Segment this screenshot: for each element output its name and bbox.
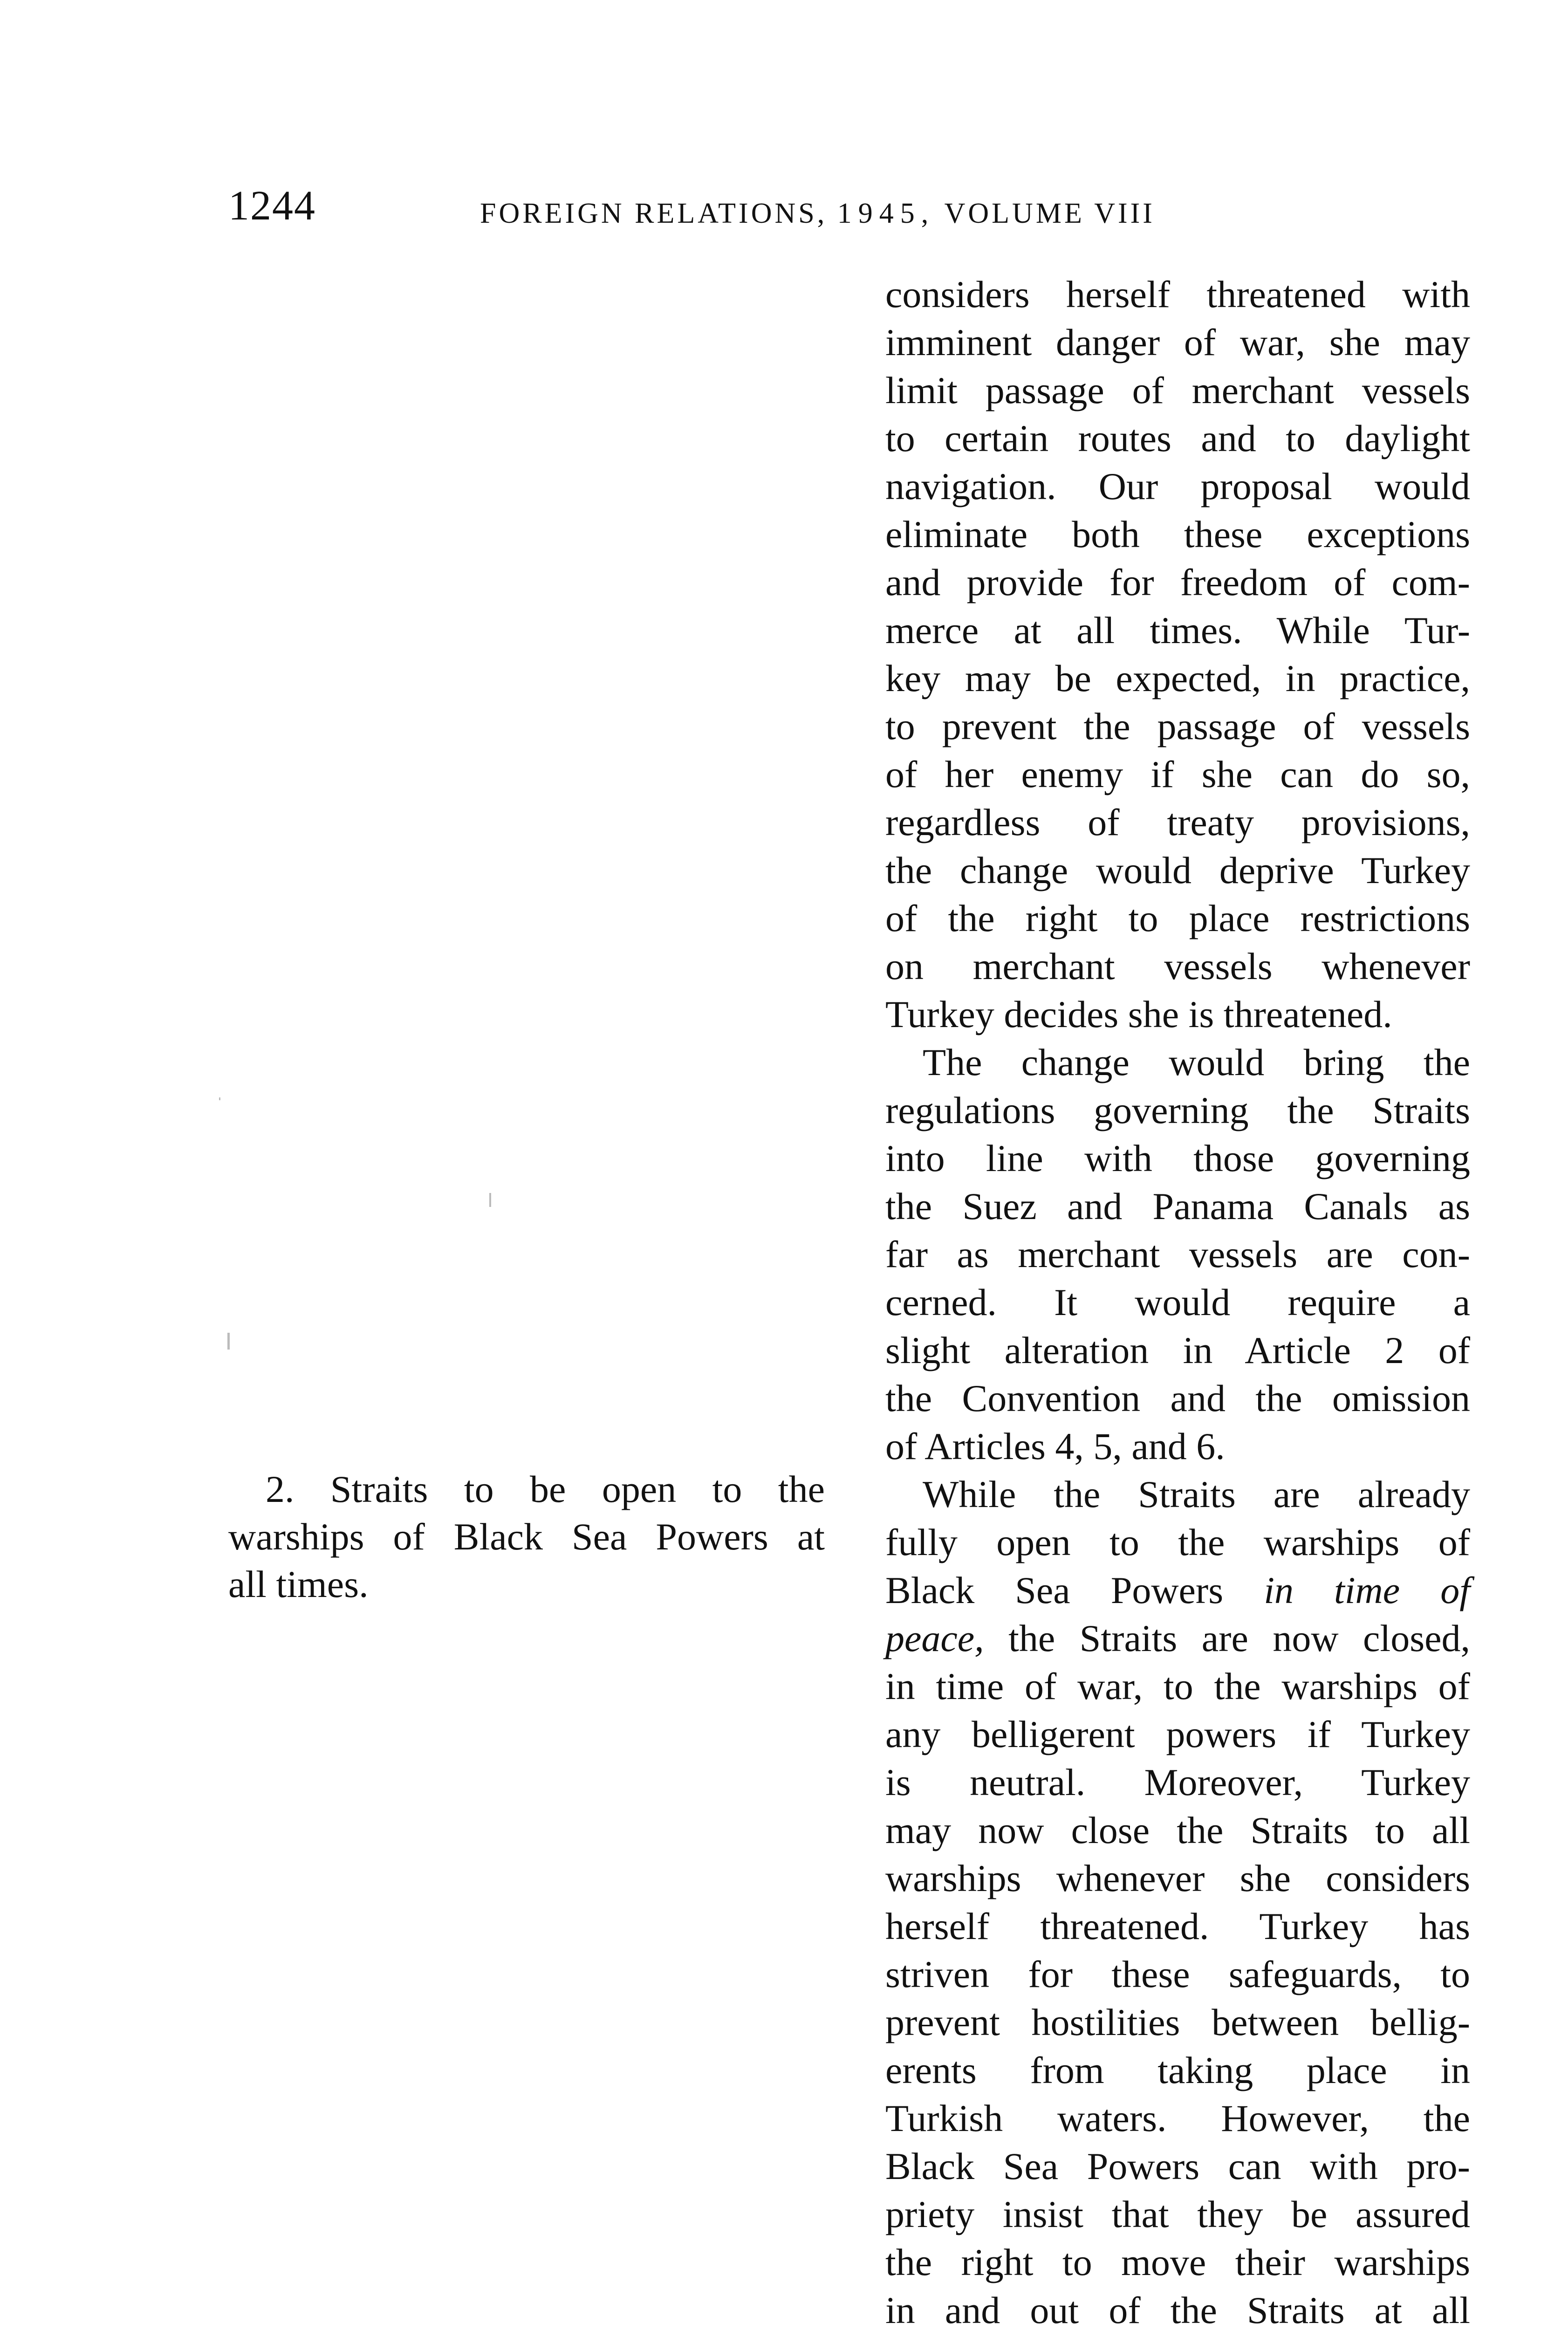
scan-speck bbox=[227, 1333, 230, 1350]
body-line: prevent hostilities between bellig- bbox=[885, 2001, 1470, 2043]
body-line: Turkish waters. However, the bbox=[885, 2097, 1470, 2139]
body-line: on merchant vessels whenever bbox=[885, 945, 1470, 987]
body-line: imminent danger of war, she may bbox=[885, 321, 1470, 363]
body-line: limit passage of merchant vessels bbox=[885, 369, 1470, 411]
body-line: of the right to place restrictions bbox=[885, 897, 1470, 939]
marginal-note-line: all times. bbox=[228, 1563, 369, 1605]
body-line: the change would deprive Turkey bbox=[885, 849, 1470, 891]
body-text bbox=[885, 270, 1470, 2330]
body-line: far as merchant vessels are con- bbox=[885, 1233, 1470, 1275]
body-line: herself threatened. Turkey has bbox=[885, 1905, 1470, 1947]
body-line: key may be expected, in practice, bbox=[885, 657, 1470, 699]
body-line: of Articles 4, 5, and 6. bbox=[885, 1425, 1225, 1467]
marginal-note-line: 2. Straits to be open to the bbox=[266, 1468, 825, 1510]
body-line: merce at all times. While Tur- bbox=[885, 609, 1470, 651]
body-line: cerned. It would require a bbox=[885, 1281, 1470, 1323]
body-line: the Suez and Panama Canals as bbox=[885, 1185, 1470, 1227]
body-line: the Convention and the omission bbox=[885, 1377, 1470, 1419]
body-line: The change would bring the bbox=[923, 1041, 1470, 1083]
running-head-title: FOREIGN RELATIONS, bbox=[480, 198, 828, 229]
marginal-note bbox=[228, 1466, 825, 1608]
body-line: may now close the Straits to all bbox=[885, 1809, 1470, 1851]
body-line: into line with those governing bbox=[885, 1137, 1470, 1179]
scan-speck bbox=[219, 1097, 220, 1100]
body-line: in and out of the Straits at all bbox=[885, 2289, 1470, 2330]
body-line: regulations governing the Straits bbox=[885, 1089, 1470, 1131]
body-line: considers herself threatened with bbox=[885, 273, 1470, 315]
body-line: regardless of treaty provisions, bbox=[885, 801, 1470, 843]
italic-phrase: in time of bbox=[1264, 1569, 1470, 1611]
body-line: Black Sea Powers can with pro- bbox=[885, 2145, 1470, 2187]
body-line: of her enemy if she can do so, bbox=[885, 753, 1470, 795]
body-line-segment: the Straits are now closed, bbox=[1008, 1617, 1470, 1659]
body-line: any belligerent powers if Turkey bbox=[885, 1713, 1470, 1755]
body-line: fully open to the warships of bbox=[885, 1521, 1470, 1563]
body-line: the right to move their warships bbox=[885, 2241, 1470, 2283]
running-head-year: 1945, bbox=[837, 198, 935, 229]
body-line: warships whenever she considers bbox=[885, 1857, 1470, 1899]
body-line: to prevent the passage of vessels bbox=[885, 705, 1470, 747]
running-head-volume: VOLUME VIII bbox=[944, 198, 1155, 229]
body-line: erents from taking place in bbox=[885, 2049, 1470, 2091]
body-line: in time of war, to the warships of bbox=[885, 1665, 1470, 1707]
body-line bbox=[885, 1614, 1470, 1662]
body-line bbox=[885, 1566, 1470, 1614]
body-line: is neutral. Moreover, Turkey bbox=[885, 1761, 1470, 1803]
scan-speck bbox=[489, 1193, 491, 1207]
body-line: priety insist that they be assured bbox=[885, 2193, 1470, 2235]
marginal-note-line: warships of Black Sea Powers at bbox=[228, 1515, 825, 1558]
running-head bbox=[480, 195, 1155, 232]
body-line: navigation. Our proposal would bbox=[885, 465, 1470, 507]
body-line: to certain routes and to daylight bbox=[885, 417, 1470, 459]
body-line: While the Straits are already bbox=[923, 1473, 1470, 1515]
body-line: slight alteration in Article 2 of bbox=[885, 1329, 1470, 1371]
body-line: and provide for freedom of com- bbox=[885, 561, 1470, 603]
body-line: Turkey decides she is threatened. bbox=[885, 993, 1392, 1035]
body-line-segment: Black Sea Powers bbox=[885, 1569, 1224, 1611]
italic-phrase: peace, bbox=[885, 1617, 984, 1659]
body-line: eliminate both these exceptions bbox=[885, 513, 1470, 555]
body-line: striven for these safeguards, to bbox=[885, 1953, 1470, 1995]
page-number: 1244 bbox=[228, 183, 316, 229]
